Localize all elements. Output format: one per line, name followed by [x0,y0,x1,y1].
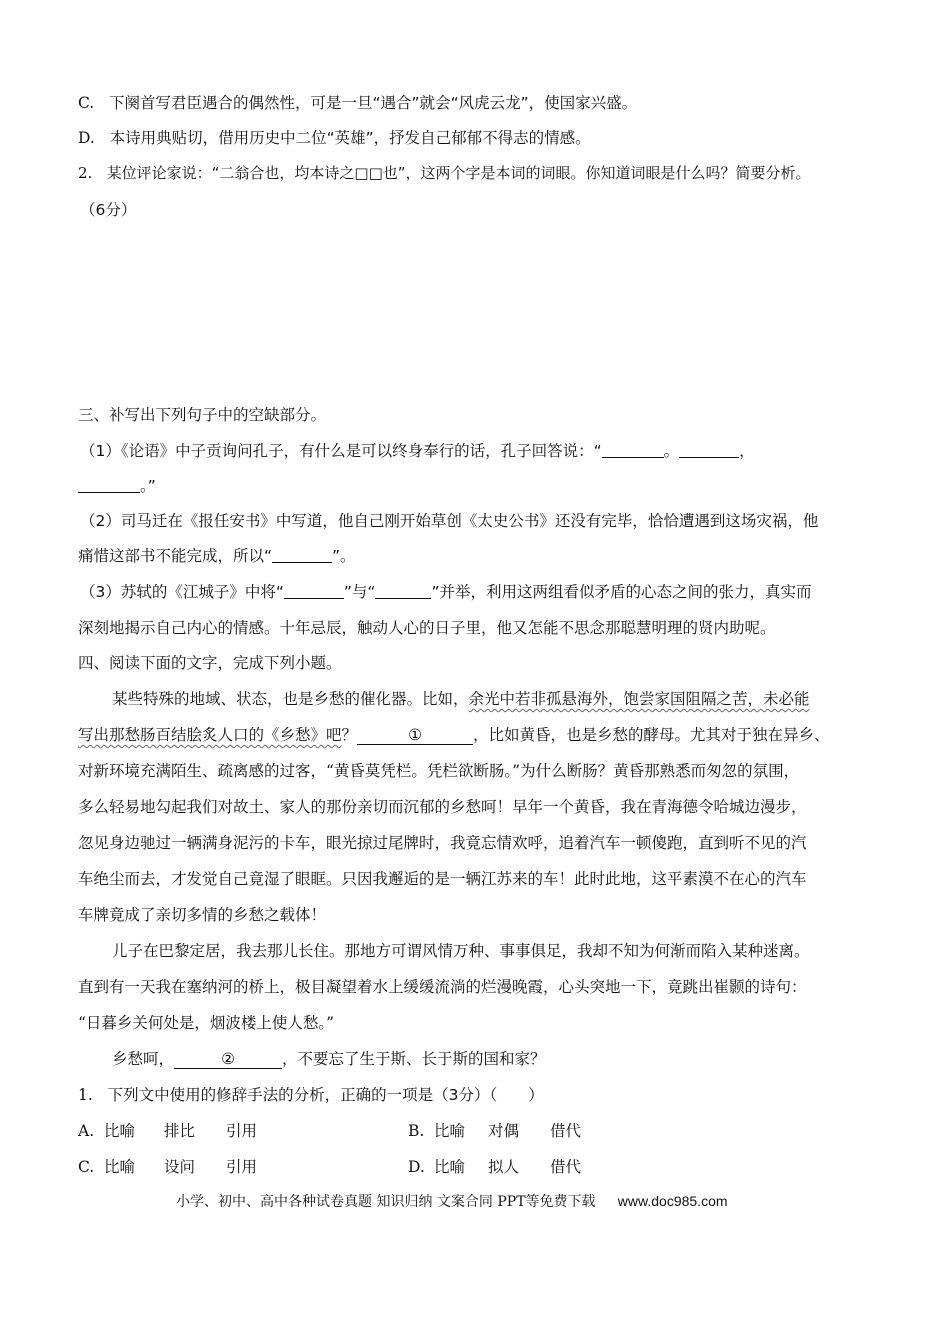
option-label[interactable]: D. [408,1158,425,1176]
passage-line: 对新环境充满陌生、疏离感的过客，“黄昏莫凭栏。凭栏欲断肠。”为什么断肠？黄昏那熟悉而匆忽的氛围， [78,762,800,780]
passage-line: 车牌竟成了亲切多情的乡愁之载体！ [78,906,327,924]
option-item: 借代 [550,1122,582,1140]
punct: ， [739,442,755,460]
footer-link[interactable]: www.doc985.com [617,1193,728,1209]
fill-q2-line: （2）司马迁在《报任安书》中写道，他自己刚开始草创《太史公书》还没有完毕，恰恰遭遇到这场灾祸，他 [80,512,819,530]
passage-line: “日暮乡关何处是，烟波楼上使人愁。” [78,1014,335,1032]
question-text: 下列文中使用的修辞手法的分析，正确的一项是（3分）（ ） [107,1086,544,1104]
punct: 。” [140,477,156,495]
fill-q2-line-2 [78,545,356,567]
options-row-1 [78,1120,938,1142]
option-item: 比喻 [104,1122,136,1140]
numbered-blank-1[interactable]: ① [357,726,473,745]
option-item: 设问 [164,1158,196,1176]
option-item: 对偶 [488,1122,520,1140]
fill-q1-line [80,440,755,462]
option-label: D. [78,129,95,147]
question-number: 1. [78,1086,93,1104]
option-d-line [78,127,591,149]
question-number: 2. [78,164,93,182]
option-item: 比喻 [104,1158,136,1176]
passage-line [112,688,810,710]
options-row-2 [78,1156,938,1178]
footer [176,1190,728,1213]
numbered-blank-2[interactable]: ② [174,1050,282,1069]
question-text: 某位评论家说：“二翁合也，均本诗之□□也”，这两个字是本词的词眼。你知道词眼是什么吗？简要分析。 [106,164,811,182]
passage-line: 儿子在巴黎定居，我去那儿长住。那地方可谓风情万种、事事俱足，我却不知为何渐而陷入某种迷离。 [112,942,810,960]
passage-line: 直到有一天我在塞纳河的桥上，极目凝望着水上缓缓流淌的烂漫晚霞，心头突地一下，竟跳出崔颢的诗句： [78,978,807,996]
passage-line [112,1048,546,1070]
option-text: 下阕首写君臣遇合的偶然性，可是一旦“遇合”就会“风虎云龙”，使国家兴盛。 [109,94,638,112]
answer-blank[interactable] [602,441,664,458]
wavy-underlined-text: 写出那愁肠百结脍炙人口的《乡愁》吧 [78,726,342,744]
passage-line [78,724,830,746]
fill-q3-prompt: （3）苏轼的《江城子》中将“ [80,583,284,601]
question-2-line [78,162,811,184]
answer-blank[interactable] [78,476,140,493]
option-label: C. [78,94,95,112]
option-c-line [78,92,637,114]
answer-blank[interactable] [284,582,344,599]
answer-blank[interactable] [679,441,739,458]
section-4-heading: 四、阅读下面的文字，完成下列小题。 [78,654,342,672]
fill-q1-line-2 [78,475,156,497]
option-label[interactable]: B. [408,1122,425,1140]
passage-text: 乡愁呵， [112,1050,175,1068]
punct: ”与“ [343,583,376,601]
passage-text: ，不要忘了生于斯、长于斯的国和家？ [282,1050,546,1068]
fill-q1-prompt: （1）《论语》中子贡询问孔子，有什么是可以终身奉行的话，孔子回答说：“ [80,442,602,460]
option-item: 比喻 [434,1158,466,1176]
passage-text: ？ [341,726,358,744]
question-2-score: （6分） [80,201,137,219]
fill-q3-prompt-tail: ”并举，利用这两组看似矛盾的心态之间的张力，真实而 [431,583,812,601]
punct: ”。 [332,547,356,565]
option-item: 排比 [164,1122,196,1140]
section-3-heading: 三、补写出下列句子中的空缺部分。 [78,406,327,424]
punct: 。 [663,442,680,460]
passage-text: ，比如黄昏，也是乡愁的酵母。尤其对于独在异乡、 [473,726,830,744]
question-1-line [78,1084,544,1106]
passage-text: 某些特殊的地域、状态，也是乡愁的催化器。比如， [112,690,469,708]
option-label[interactable]: A. [78,1122,95,1140]
fill-q3-line-2: 深刻地揭示自己内心的情感。十年忌辰，触动人心的日子里，他又怎能不思念那聪慧明理的贤内助呢。 [78,619,776,637]
passage-line: 忽见身边驰过一辆满身泥污的卡车，眼光掠过尾牌时，我竟忘情欢呼，追着汽车一顿傻跑，直到听不见的汽 [78,834,807,852]
footer-text: 小学、初中、高中各种试卷真题 知识归纳 文案合同 PPT等免费下载 [176,1194,596,1210]
answer-blank[interactable] [375,582,431,599]
wavy-underlined-text: 余光中若非孤悬海外，饱尝家国阻隔之苦，未必能 [468,690,810,708]
fill-q2-prompt: 痛惜这部书不能完成，所以“ [78,547,273,565]
option-item: 借代 [550,1158,582,1176]
option-text: 本诗用典贴切，借用历史中二位“英雄”，抒发自己郁郁不得志的情感。 [109,129,591,147]
passage-line: 多么轻易地勾起我们对故土、家人的那份亲切而沉郁的乡愁呵！早年一个黄昏，我在青海德令哈城边漫步， [78,798,807,816]
answer-blank[interactable] [272,546,332,563]
option-item: 拟人 [488,1158,520,1176]
option-item: 引用 [226,1158,258,1176]
fill-q3-line [80,581,812,603]
passage-line: 车绝尘而去，才发觉自己竟湿了眼眶。只因我邂逅的是一辆江苏来的车！此时此地，这平素漠不在心的汽车 [78,870,807,888]
option-item: 比喻 [434,1122,466,1140]
option-label[interactable]: C. [78,1158,95,1176]
option-item: 引用 [226,1122,258,1140]
